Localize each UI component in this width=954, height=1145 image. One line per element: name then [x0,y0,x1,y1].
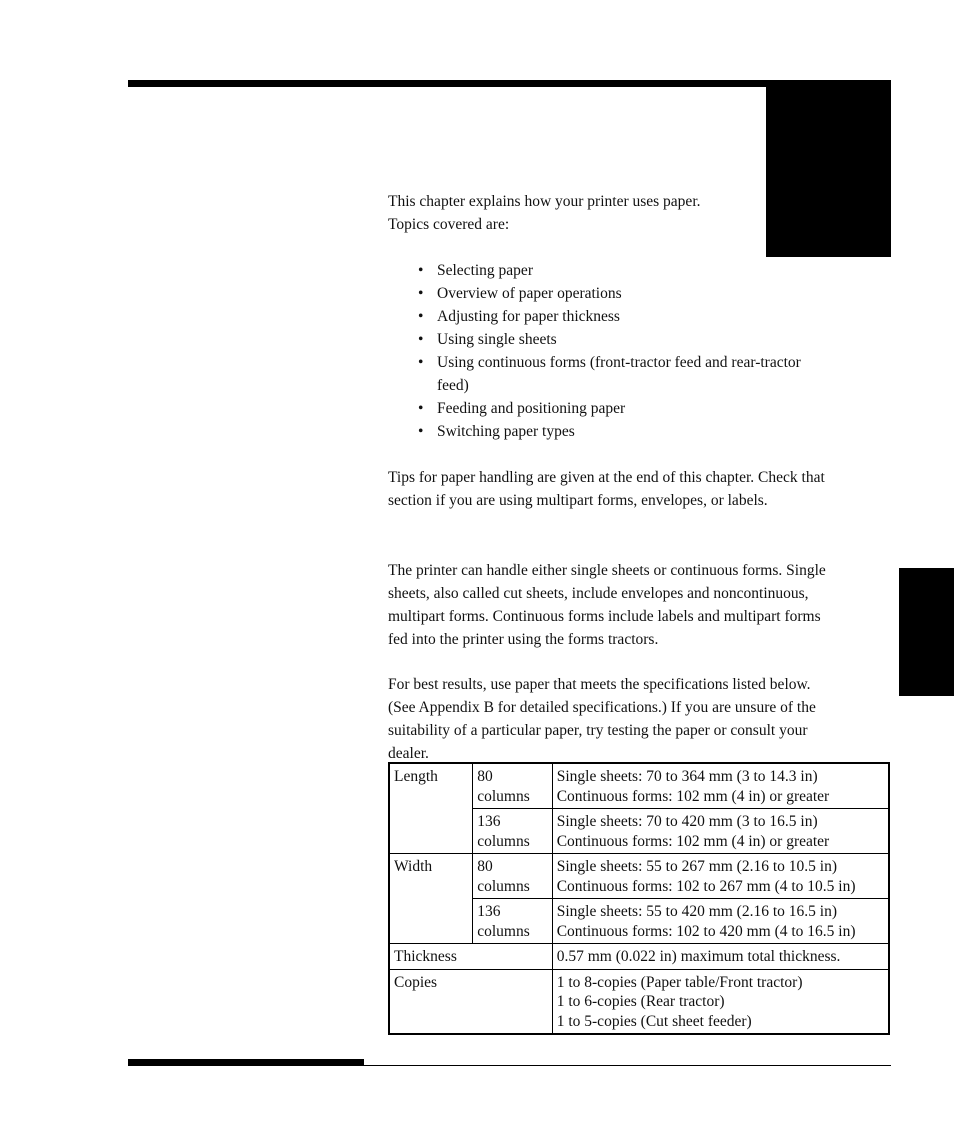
section-thumb-tab [899,568,954,696]
copies-value: 1 to 8-copies (Paper table/Front tractor) [556,973,803,991]
bullet-icon: • [418,400,424,417]
topic-label-continued: feed) [437,377,469,394]
width-label-cell [389,854,473,944]
selecting-line-1: The printer can handle either single sheets or continuous forms. Single [388,562,826,579]
list-item [418,328,878,351]
tips-line-2: section if you are using multipart forms, envelopes, or labels. [388,492,768,509]
chapter-tab-block [766,80,891,257]
topic-label: Using continuous forms (front-tractor feed and rear-tractor [437,354,801,371]
bullet-icon: • [418,262,424,279]
topic-label: Using single sheets [437,331,557,348]
bullet-icon: • [418,285,424,302]
columns-cell [473,899,553,944]
copies-label-cell [389,969,552,1034]
thickness-label-cell [389,944,552,970]
spec-value-cell [552,899,889,944]
width-label: Width [394,858,433,875]
tips-paragraph [388,466,898,512]
bullet-icon: • [418,308,424,325]
spec-continuous-forms: Continuous forms: 102 mm (4 in) or greater [556,832,830,850]
spec-continuous-forms: Continuous forms: 102 to 267 mm (4 to 10.5 in) [556,877,856,895]
table-row [389,969,889,1034]
copies-label: Copies [394,973,438,991]
best-line-3: suitability of a particular paper, try testing the paper or consult your [388,722,808,739]
table-row [389,763,889,809]
columns-cell [473,809,553,854]
spec-single-sheets: Single sheets: 70 to 420 mm (3 to 16.5 in) [556,813,818,830]
spec-continuous-forms: Continuous forms: 102 to 420 mm (4 to 16.5 in) [556,922,856,940]
columns-word: columns [477,922,530,940]
spec-single-sheets: Single sheets: 55 to 267 mm (2.16 to 10.5 in) [556,858,837,875]
best-results-paragraph [388,673,898,765]
columns-cell [473,854,553,899]
intro-paragraph [388,190,758,236]
spec-value-cell [552,809,889,854]
list-item [418,259,878,282]
topic-label: Overview of paper operations [437,285,622,302]
selecting-line-2: sheets, also called cut sheets, include envelopes and noncontinuous, [388,585,809,602]
spec-value-cell [552,854,889,899]
columns-number: 80 [477,768,493,785]
spec-single-sheets: Single sheets: 55 to 420 mm (2.16 to 16.5 in) [556,903,837,920]
columns-number: 136 [477,813,501,830]
paper-spec-table [388,762,890,1035]
spec-single-sheets: Single sheets: 70 to 364 mm (3 to 14.3 in) [556,768,818,785]
intro-line-2: Topics covered are: [388,216,510,233]
thickness-label: Thickness [394,948,457,965]
topics-list [418,259,878,443]
bullet-icon: • [418,423,424,440]
footer-rule-thick [128,1059,364,1066]
spec-value-cell [552,763,889,809]
list-item [418,397,878,420]
copies-value: 1 to 5-copies (Cut sheet feeder) [556,1012,752,1030]
list-item [418,420,878,443]
best-line-4: dealer. [388,745,429,762]
list-item [418,282,878,305]
columns-word: columns [477,832,530,850]
length-label: Length [394,768,438,785]
intro-line-1: This chapter explains how your printer uses paper. [388,193,701,210]
spec-value-cell [552,944,889,970]
selecting-line-4: fed into the printer using the forms tractors. [388,631,659,648]
tips-line-1: Tips for paper handling are given at the end of this chapter. Check that [388,469,825,486]
topic-label: Adjusting for paper thickness [437,308,620,325]
spec-value-cell [552,969,889,1034]
columns-number: 80 [477,858,493,875]
columns-word: columns [477,877,530,895]
topic-label: Feeding and positioning paper [437,400,626,417]
best-line-2: (See Appendix B for detailed specifications.) If you are unsure of the [388,699,816,716]
selecting-paragraph [388,559,898,651]
length-label-cell [389,763,473,854]
footer-rule-thin [364,1065,891,1066]
best-line-1: For best results, use paper that meets the specifications listed below. [388,676,811,693]
table-row [389,944,889,970]
copies-value: 1 to 6-copies (Rear tractor) [556,993,725,1010]
table-row [389,854,889,899]
columns-number: 136 [477,903,501,920]
columns-word: columns [477,787,530,805]
bullet-icon: • [418,354,424,371]
list-item [418,305,878,328]
thickness-value: 0.57 mm (0.022 in) maximum total thickness. [556,948,841,965]
bullet-icon: • [418,331,424,348]
spec-continuous-forms: Continuous forms: 102 mm (4 in) or greater [556,787,830,805]
topic-label: Selecting paper [437,262,533,279]
columns-cell [473,763,553,809]
selecting-line-3: multipart forms. Continuous forms include labels and multipart forms [388,608,821,625]
topic-label: Switching paper types [437,423,575,440]
list-item [418,351,878,397]
